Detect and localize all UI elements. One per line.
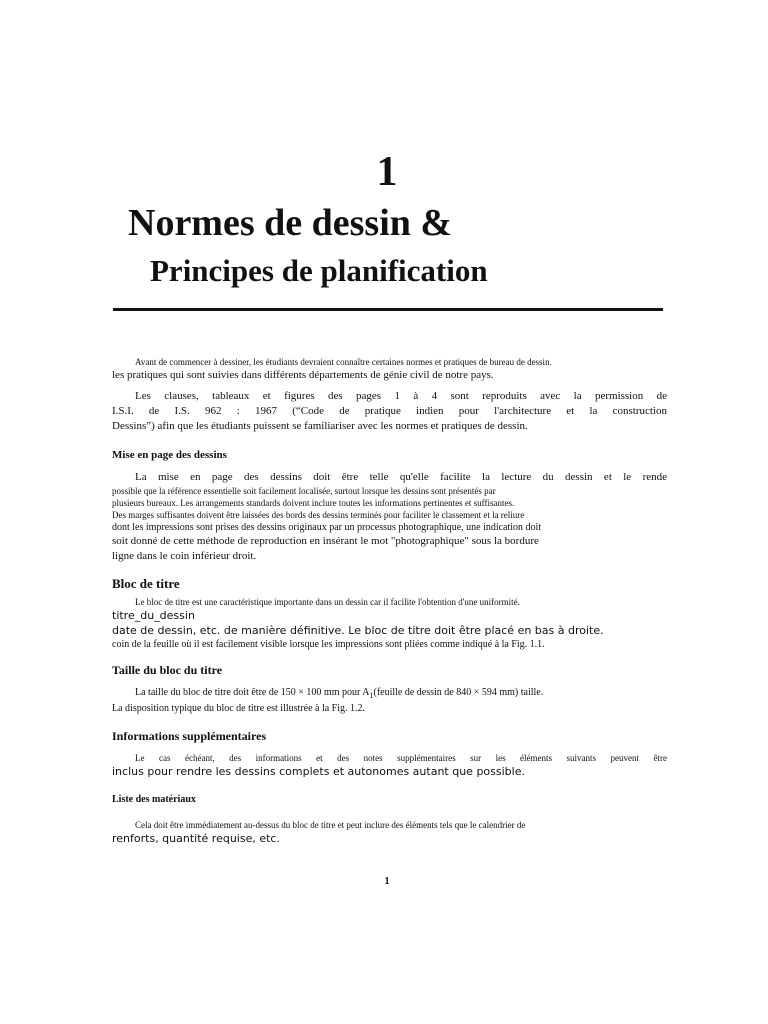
mise-en-page-line-5: dont les impressions sont prises des dessins originaux par un processus photographique, une indication doit (112, 522, 542, 533)
document-body (112, 356, 667, 846)
taille-line-1: La taille du bloc de titre doit être de 150 × 100 mm pour $A_1(feuille$ de dessin de 840 × 594 mm) taille. (135, 687, 544, 700)
chapter-title-line1: Normes de dessin & (128, 202, 453, 244)
intro-line-3: Les clauses, tableaux et figures des pages 1 à 4 sont reproduits avec la permission de (135, 390, 667, 402)
informations-line-1: Le cas échéant, des informations et des notes supplémentaires sur les éléments suivants peuvent être (135, 753, 667, 763)
intro-line-4: I.S.I. de I.S. 962 : 1967 (“Code de pratique indien pour l'architecture et la construction (112, 405, 667, 417)
intro-line-1: Avant de commencer à dessiner, les étudiants devraient connaître certaines normes et pratiques de bureau de dessin. (135, 357, 552, 367)
section-heading-liste-materiaux: Liste des matériaux (112, 794, 196, 805)
section-liste-materiaux (112, 793, 667, 846)
intro-line-2: les pratiques qui sont suivies dans différents départements de génie civil de notre pays. (112, 369, 494, 381)
section-taille-bloc (112, 663, 667, 715)
intro-line-5: Dessins”) afin que les étudiants puissent se familiariser avec les normes et pratiques de dessin. (112, 420, 528, 432)
section-mise-en-page (112, 448, 667, 564)
section-heading-mise-en-page: Mise en page des dessins (112, 449, 227, 461)
page-number: 1 (384, 876, 390, 887)
section-heading-taille-bloc: Taille du bloc du titre (112, 663, 223, 677)
informations-line-2: inclus pour rendre les dessins complets et autonomes autant que possible. (112, 765, 525, 778)
section-informations (112, 729, 667, 779)
liste-line-2: renforts, quantité requise, etc. (112, 832, 280, 845)
section-heading-bloc-de-titre: Bloc de titre (112, 576, 180, 591)
bloc-de-titre-line-4: coin de la feuille où il est facilement visible lorsque les impressions sont pliées comme indiqué à la Fig. 1.1. (112, 639, 545, 650)
chapter-title-line2: Principes de planification (150, 253, 488, 288)
chapter-number: 1 (376, 149, 398, 195)
liste-line-1: Cela doit être immédiatement au-dessus du bloc de titre et peut inclure des éléments tels que le calendrier de (135, 820, 526, 830)
section-bloc-de-titre (112, 576, 667, 651)
mise-en-page-line-2: possible que la référence essentielle soit facilement localisée, surtout lorsque les dessins sont présentés par (112, 486, 496, 496)
taille-line-2: La disposition typique du bloc de titre est illustrée à la Fig. 1.2. (112, 703, 366, 714)
mise-en-page-line-6: soit donné de cette méthode de reproduction en insérant le mot "photographique" sous la bordure (112, 535, 539, 547)
mise-en-page-line-3: plusieurs bureaux. Les arrangements standards doivent inclure toutes les informations pertinentes et suffisantes. (112, 498, 515, 508)
bloc-de-titre-line-1: Le bloc de titre est une caractéristique importante dans un dessin car il facilite l'obtention d'une uniformité. (135, 597, 520, 607)
title-divider (113, 308, 663, 311)
mise-en-page-line-4: Des marges suffisantes doivent être laissées des bords des dessins terminés pour faciliter le classement et la reliure (112, 510, 525, 520)
mise-en-page-line-1: La mise en page des dessins doit être telle qu'elle facilite la lecture du dessin et le rende (135, 471, 667, 483)
intro-paragraphs (112, 356, 667, 434)
section-heading-informations: Informations supplémentaires (112, 729, 267, 743)
bloc-de-titre-line-3: date de dessin, etc. de manière définitive. Le bloc de titre doit être placé en bas à droite. (112, 624, 604, 637)
mise-en-page-line-7: ligne dans le coin inférieur droit. (112, 550, 257, 562)
bloc-de-titre-line-2: titre_du_dessin (112, 609, 195, 622)
